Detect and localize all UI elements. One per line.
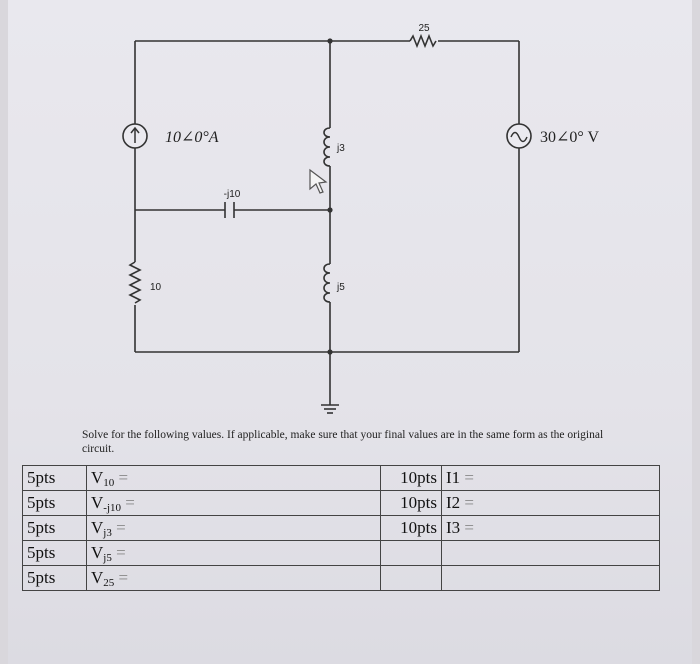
points-cell: 10pts (381, 491, 442, 516)
variable-label: I2 (446, 493, 461, 512)
variable-subscript: 25 (103, 576, 115, 589)
voltage-answer-cell[interactable] (87, 541, 381, 566)
table-row (23, 541, 660, 566)
equals-sign: = (114, 467, 129, 487)
variable-label: I3 (446, 518, 461, 537)
voltage-source-icon (507, 124, 531, 148)
node-dot (327, 38, 332, 43)
equals-sign: = (460, 493, 475, 512)
resistor-10-icon (130, 262, 140, 303)
points-cell: 5pts (23, 566, 87, 591)
current-source-icon (123, 124, 147, 148)
voltage-answer-cell[interactable] (87, 566, 381, 591)
table-row (23, 516, 660, 541)
voltage-answer-cell[interactable] (87, 491, 381, 516)
capacitor-icon (225, 202, 234, 218)
capacitor-label: -j10 (223, 189, 241, 200)
variable-label: I1 (446, 468, 461, 487)
variable-label: V (91, 567, 104, 587)
equals-sign: = (111, 517, 126, 537)
current-answer-cell[interactable] (442, 541, 660, 566)
current-answer-cell[interactable] (442, 516, 660, 541)
node-dot (327, 207, 332, 212)
equals-sign: = (460, 518, 475, 537)
current-answer-cell[interactable] (442, 566, 660, 591)
points-cell: 5pts (23, 466, 87, 491)
equals-sign: = (114, 567, 129, 587)
points-cell: 10pts (381, 516, 442, 541)
answer-table (22, 465, 660, 591)
variable-label: V (91, 517, 104, 537)
variable-label: V (91, 542, 104, 562)
points-cell (381, 541, 442, 566)
voltage-answer-cell[interactable] (87, 466, 381, 491)
inductor-upper-label: j3 (337, 143, 345, 154)
equals-sign: = (460, 468, 475, 487)
points-cell (381, 566, 442, 591)
resistor-left-label: 10 (150, 282, 162, 293)
table-row (23, 566, 660, 591)
current-answer-cell[interactable] (442, 491, 660, 516)
voltage-source-label: 30∠0° V (540, 129, 600, 146)
table-row (23, 491, 660, 516)
variable-label: V (91, 492, 104, 512)
variable-label: V (91, 467, 104, 487)
variable-subscript: 10 (103, 476, 115, 489)
inductor-j5-icon (324, 264, 330, 302)
resistor-25-icon (410, 36, 436, 46)
voltage-answer-cell[interactable] (87, 516, 381, 541)
mouse-cursor-icon (310, 170, 326, 193)
points-cell: 5pts (23, 491, 87, 516)
equals-sign: = (111, 542, 126, 562)
equals-sign: = (121, 492, 135, 512)
points-cell: 5pts (23, 541, 87, 566)
inductor-j3-icon (324, 128, 330, 166)
inductor-lower-label: j5 (337, 282, 345, 293)
variable-subscript: j3 (103, 526, 112, 539)
instructions-text: Solve for the following values. If applicable, make sure that your final values are in the same form as the original circuit. (82, 429, 604, 455)
table-row (23, 466, 660, 491)
points-cell: 10pts (381, 466, 442, 491)
current-answer-cell[interactable] (442, 466, 660, 491)
variable-subscript: -j10 (103, 501, 122, 514)
resistor-top-label: 25 (418, 23, 430, 34)
points-cell: 5pts (23, 516, 87, 541)
current-source-label: 10∠0°A (165, 129, 219, 146)
node-dot (327, 349, 332, 354)
variable-subscript: j5 (103, 551, 112, 564)
ground-icon (321, 405, 339, 413)
